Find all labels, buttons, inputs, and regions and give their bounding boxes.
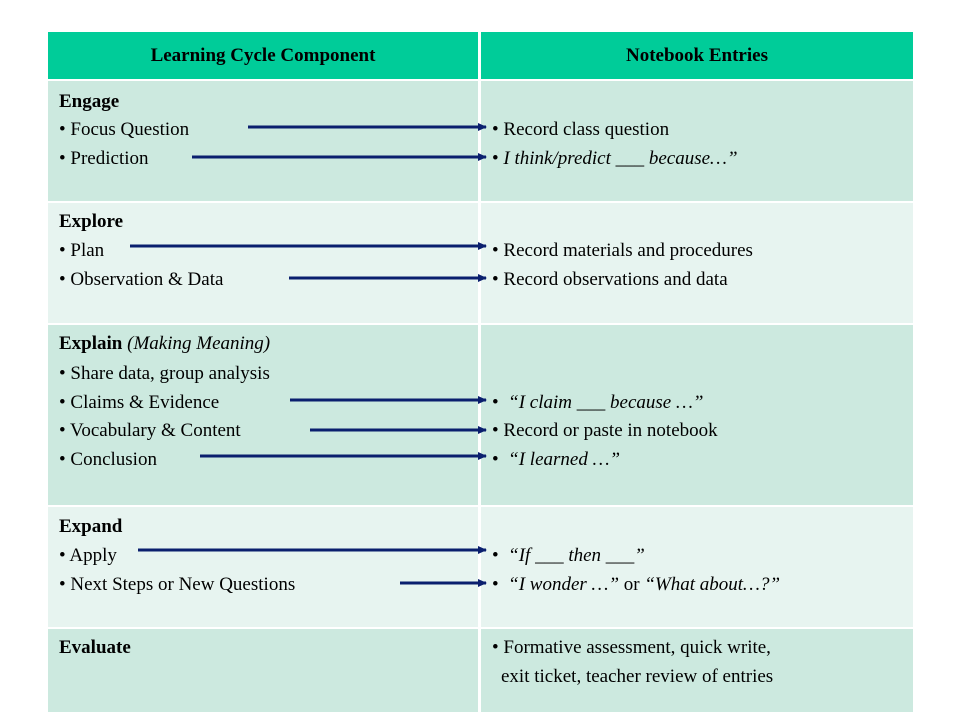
cell-evaluate-component [48, 629, 478, 712]
explain-item-conclusion: • Conclusion [59, 449, 157, 470]
explain-title-line [59, 333, 270, 355]
row-evaluate [48, 629, 913, 712]
explore-entry-observations: • Record observations and data [492, 269, 728, 290]
learning-cycle-table [48, 32, 913, 712]
expand-item-apply: • Apply [59, 545, 117, 566]
explore-title: Explore [59, 211, 124, 232]
engage-entry-record-question: • Record class question [492, 119, 670, 140]
cell-engage-component [48, 81, 478, 201]
explain-entry-claim: • “I claim ___ because …” [492, 392, 704, 413]
row-explore [48, 203, 913, 323]
engage-entry-predict: • I think/predict ___ because…” [492, 148, 738, 169]
cell-engage-entries [481, 81, 913, 201]
expand-entry-or: or [623, 574, 640, 595]
cell-evaluate-entries [481, 629, 913, 712]
cell-explain-component [48, 325, 478, 505]
row-explain [48, 325, 913, 505]
row-expand [48, 507, 913, 627]
explain-title: Explain [59, 333, 123, 354]
expand-item-next-steps: • Next Steps or New Questions [59, 574, 296, 595]
explain-entry-claim-text: “I claim ___ because …” [508, 392, 704, 413]
explain-entry-record-paste: • Record or paste in notebook [492, 420, 718, 441]
expand-entry-wonder: • “I wonder …” or “What about…?” [492, 574, 781, 595]
evaluate-title: Evaluate [59, 637, 131, 658]
expand-entry-if-then-text: “If ___ then ___” [508, 545, 645, 566]
evaluate-entry-line2: exit ticket, teacher review of entries [501, 666, 774, 687]
evaluate-entry-line1: • Formative assessment, quick write, [492, 637, 771, 658]
engage-title: Engage [59, 91, 120, 112]
row-engage [48, 81, 913, 201]
expand-entry-what-about: “What about…?” [644, 574, 781, 595]
explain-item-vocabulary-content: • Vocabulary & Content [59, 420, 241, 441]
cell-expand-entries [481, 507, 913, 627]
cell-expand-component [48, 507, 478, 627]
expand-entry-if-then: • “If ___ then ___” [492, 545, 645, 566]
cell-explain-entries [481, 325, 913, 505]
header-learning-cycle-component: Learning Cycle Component [48, 32, 478, 79]
cell-explore-entries [481, 203, 913, 323]
explain-item-share-data: • Share data, group analysis [59, 363, 270, 384]
explore-item-observation-data: • Observation & Data [59, 269, 224, 290]
expand-entry-wonder-text: “I wonder …” [508, 574, 620, 595]
engage-item-prediction: • Prediction [59, 148, 149, 169]
header-notebook-entries: Notebook Entries [481, 32, 913, 79]
explain-title-note: (Making Meaning) [127, 333, 271, 354]
explain-entry-learned: • “I learned …” [492, 449, 621, 470]
engage-entry-predict-text: I think/predict ___ because…” [503, 148, 738, 169]
cell-explore-component [48, 203, 478, 323]
explain-entry-learned-text: “I learned …” [508, 449, 621, 470]
explain-item-claims-evidence: • Claims & Evidence [59, 392, 220, 413]
explore-entry-materials: • Record materials and procedures [492, 240, 753, 261]
expand-title: Expand [59, 516, 123, 537]
engage-item-focus-question: • Focus Question [59, 119, 190, 140]
explore-item-plan: • Plan [59, 240, 105, 261]
